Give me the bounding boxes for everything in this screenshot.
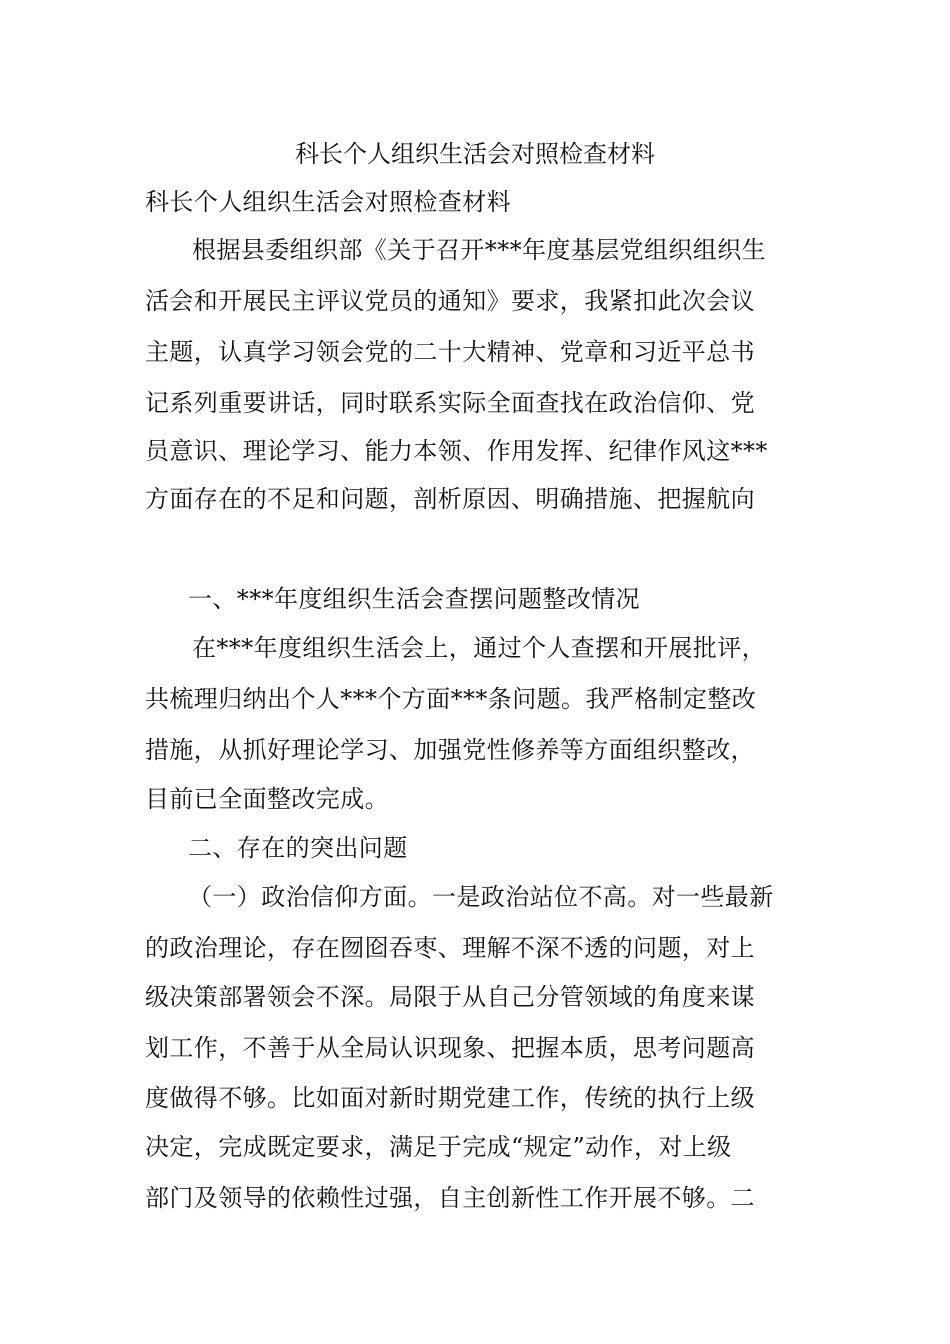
paragraph-line: 在***年度组织生活会上，通过个人查摆和开展批评， (192, 634, 766, 662)
paragraph-line: 记系列重要讲话，同时联系实际全面查找在政治信仰、党 (145, 389, 755, 417)
section-heading: 一、***年度组织生活会查摆问题整改情况 (188, 585, 640, 613)
paragraph-line: 员意识、理论学习、能力本领、作用发挥、纪律作风这*** (145, 437, 768, 465)
paragraph-line: 方面存在的不足和问题，剖析原因、明确措施、把握航向 (145, 485, 755, 513)
paragraph-line: 共梳理归纳出个人***个方面***条问题。我严格制定整改 (145, 685, 757, 713)
paragraph-line: 度做得不够。比如面对新时期党建工作，传统的执行上级 (145, 1084, 755, 1112)
paragraph-line: 主题，认真学习领会党的二十大精神、党章和习近平总书 (145, 338, 755, 366)
document-title: 科长个人组织生活会对照检查材料 (295, 140, 655, 168)
paragraph-line: 级决策部署领会不深。局限于从自己分管领域的角度来谋 (145, 983, 755, 1011)
section-heading: 二、存在的突出问题 (188, 834, 408, 862)
paragraph-line: 目前已全面整改完成。 (145, 785, 389, 813)
paragraph-line: 活会和开展民主评议党员的通知》要求，我紧扣此次会议 (145, 287, 755, 315)
paragraph-line: 措施，从抓好理论学习、加强党性修养等方面组织整改， (145, 736, 755, 764)
paragraph-line: 根据县委组织部《关于召开***年度基层党组织组织生 (192, 236, 766, 264)
paragraph-line: 划工作，不善于从全局认识现象、把握本质，思考问题高 (145, 1034, 755, 1062)
paragraph-line: 部门及领导的依赖性过强，自主创新性工作开展不够。二 (145, 1184, 755, 1212)
paragraph-line: （一）政治信仰方面。一是政治站位不高。对一些最新 (188, 883, 774, 911)
paragraph-line: 的政治理论，存在囫囵吞枣、理解不深不透的问题，对上 (145, 934, 755, 962)
document-subtitle: 科长个人组织生活会对照检查材料 (145, 188, 511, 216)
paragraph-line: 决定，完成既定要求，满足于完成“规定”动作，对上级 (145, 1133, 732, 1161)
